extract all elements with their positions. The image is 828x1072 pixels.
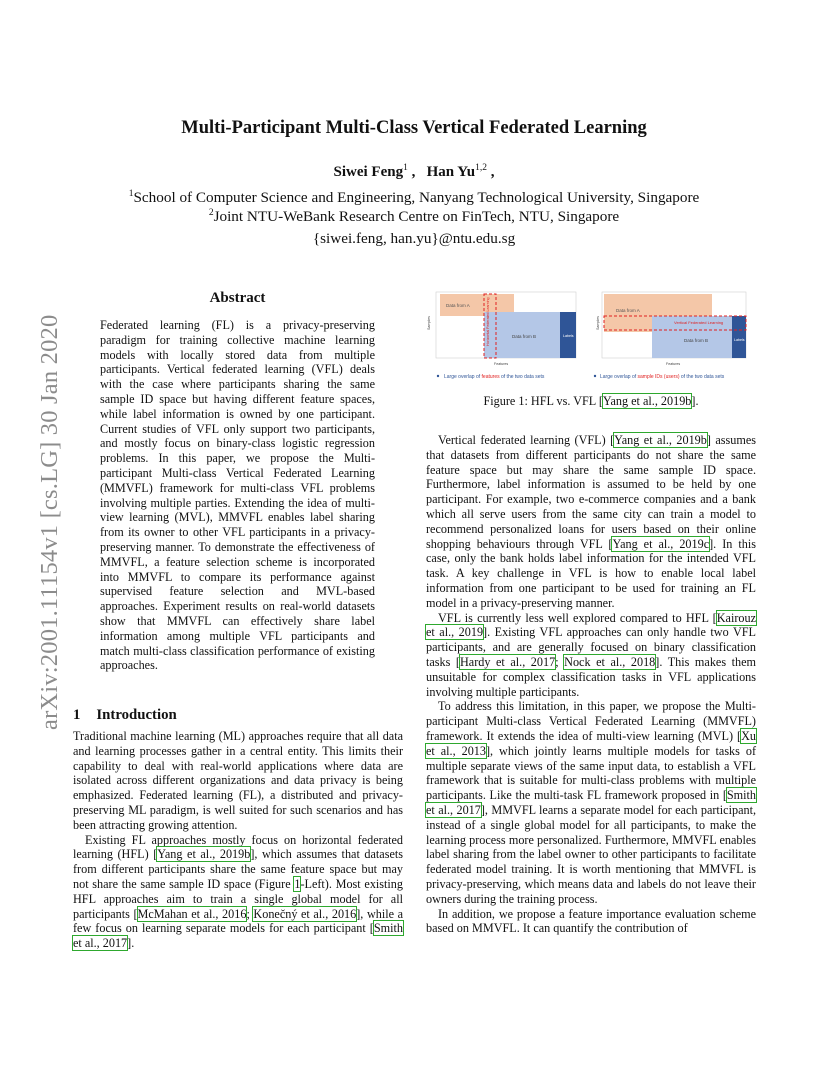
author-affil-mark: 1 — [403, 163, 408, 173]
abstract-heading: Abstract — [209, 290, 266, 306]
affiliation-1 — [0, 189, 828, 207]
vfl-labels-label: Labels — [734, 338, 745, 342]
affil-mark: 1 — [128, 189, 134, 199]
right-column — [426, 433, 756, 936]
citation-link[interactable]: Xu et al., 2013 — [426, 728, 756, 758]
citation-link[interactable]: McMahan et al., 2016 — [137, 906, 247, 921]
vfl-panel — [594, 292, 746, 380]
citation-link[interactable]: Yang et al., 2019b — [614, 433, 707, 447]
citation-link[interactable]: Smith et al., 2017 — [73, 921, 403, 951]
author-list: Siwei Feng$^1$ , Han Yu$^{1,2}$ , — [333, 163, 495, 180]
vfl-paragraph-2: VFL is currently less well explored compared to HFL [Kairouz et al., 2019]. Existing VFL approaches can only handle two VFL participants, and are generally focused on binary classification tasks [Hardy et al., 2017; Nock et al., 2018]. This makes them unsuitable for complex classification tasks in VFL applications involving multiple participants. — [426, 610, 756, 699]
affil-text: Joint NTU-WeBank Research Centre on FinTech, NTU, Singapore — [213, 208, 620, 225]
vfl-note: Large overlap of sample IDs (users) of the two data sets — [600, 374, 725, 380]
vfl-data-b-label: Data from B — [684, 338, 709, 343]
section-heading — [73, 707, 177, 724]
vfl-labels-block — [732, 316, 746, 358]
figure-caption: Figure 1: HFL vs. VFL [Yang et al., 2019b]. — [483, 394, 699, 408]
citation-link[interactable]: Yang et al., 2019b — [602, 394, 692, 408]
hfl-note: Large overlap of features of the two data sets — [444, 374, 545, 380]
citation-link[interactable]: Hardy et al., 2017 — [460, 654, 556, 669]
author-name: Han Yu — [426, 164, 476, 180]
citation-link[interactable]: Smith et al., 2017 — [426, 788, 756, 817]
abstract-text: Federated learning (FL) is a privacy-preserving paradigm for training collective machine learning models with locally stored data from multiple participants. Vertical federated learning (VFL) deals with the case where participants sharing the same sample ID space but having different feature spaces, while label information is owned by one participant. Current studies of VFL only support two participants, and mostly focus on binary-class logistic regression problems. In this paper, we propose the Multi-participant Multi-class Vertical Federated Learning (MMVFL) framework for multi-class VFL problems involving multiple parties. Extending the idea of multi-view learning (MVL), MMVFL enables label sharing from its owner to other VFL participants in a privacy-preserving manner. To demonstrate the effectiveness of MMVFL, a feature selection scheme is incorporated into MMVFL to compare its performance against supervised feature selection and MVL-based approaches. Experiment results on real-world datasets show that MMVFL can effectively share label information among multiple VFL participants and match multi-class classification performance of existing approaches. — [100, 318, 375, 673]
author-affil-mark: 1,2 — [475, 163, 487, 173]
citation-link[interactable]: Yang et al., 2019c — [612, 536, 710, 551]
hfl-axis-x: Features — [494, 362, 509, 366]
vfl-axis-x: Features — [666, 362, 681, 366]
author-name: Siwei Feng — [333, 164, 404, 180]
intro-paragraph-1: Traditional machine learning (ML) approaches require that all data and learning processes gather in a central entity. This limits their capability to deal with real-world applications where data are isolated across different organizations and data privacy is being emphasized. Federated learning (FL), a distributed and privacy-preserving ML paradigm, is well suited for such scenarios and has been attracting growing attention. — [73, 729, 403, 832]
section-title: Introduction — [96, 707, 177, 723]
arxiv-identifier: arXiv:2001.11154v1 [cs.LG] 30 Jan 2020 — [36, 314, 63, 730]
figure-ref-link[interactable]: 1 — [294, 876, 301, 891]
intro-left-column — [73, 729, 403, 951]
citation-link[interactable]: Kairouz et al., 2019 — [426, 610, 756, 640]
affil-mark: 2 — [208, 208, 214, 218]
affiliation-2 — [0, 208, 828, 226]
affil-text: School of Computer Science and Engineering, Nanyang Technological University, Singapore — [133, 189, 700, 206]
hfl-axis-y: Samples — [427, 316, 431, 330]
vfl-paragraph-1: Vertical federated learning (VFL) [Yang et al., 2019b] assumes that datasets from different participants do not share the same feature space but may share the same sample ID space. Furthermore, label information is assumed to be held by one participant. For example, two e-commerce companies and a bank which all serve users from the same city can train a model to recommend personalized loans for users based on their online shopping behaviours through VFL [Yang et al., 2019c]. In this case, only the bank holds label information for the intended VFL task. A key challenge in VFL is how to enable local label information from one participant to be used for training an FL model in a privacy-preserving manner. — [426, 433, 756, 610]
vfl-band-label: Vertical Federated Learning — [674, 320, 724, 325]
vfl-paragraph-3: To address this limitation, in this paper, we propose the Multi-participant Multi-class Vertical Federated Learning (MMVFL) framework. It extends the idea of multi-view learning (MVL) [Xu et al., 2013], which jointly learns multiple models for tasks of multiple separate views of the same input data, to establish a VFL framework that is suitable for multi-class problems with multiple participants. Like the multi-task FL framework proposed in [Smith et al., 2017], MMVFL learns a separate model for each participant, instead of a single global model for all participants, to make the learning process more personalized. Furthermore, MMVFL enables label sharing from the label owner to other participants to facilitate federated model training. It is worth mentioning that MMVFL is privacy-preserving, which means data and labels do not leave their owners during the training process. — [426, 699, 757, 906]
citation-link[interactable]: Nock et al., 2018 — [564, 654, 656, 669]
citation-link[interactable]: Konečný et al., 2016 — [253, 906, 357, 921]
vfl-paragraph-4: In addition, we propose a feature importance evaluation scheme based on MMVFL. It can quantify the contribution of — [426, 906, 756, 936]
figure-hfl-vs-vfl — [426, 286, 756, 384]
hfl-labels-label: Labels — [563, 334, 574, 338]
hfl-panel — [427, 292, 576, 380]
vfl-data-a-label: Data from A — [616, 308, 640, 313]
section-number: 1 — [73, 707, 81, 723]
hfl-vertical-label: Horizontal Federated Learning — [486, 297, 490, 346]
vfl-axis-y: Samples — [596, 316, 600, 330]
intro-paragraph-2: Existing FL approaches mostly focus on horizontal federated learning (HFL) [Yang et al., 2019b], which assumes that datasets from different participants share the same feature space but may not share the same sample ID space (Figure 1-Left). Most existing HFL approaches aim to train a single global model for all participants [McMahan et al., 2016; Konečný et al., 2016], while a few focus on learning separate models for each participant [Smith et al., 2017]. — [73, 832, 404, 951]
citation-link[interactable]: Yang et al., 2019b — [157, 847, 251, 862]
figure-image — [426, 286, 756, 384]
hfl-data-a-label: Data from A — [446, 303, 470, 308]
paper-title: Multi-Participant Multi-Class Vertical Federated Learning — [181, 118, 647, 138]
author-email: {siwei.feng, han.yu}@ntu.edu.sg — [312, 230, 516, 247]
hfl-data-b-label: Data from B — [512, 334, 537, 339]
